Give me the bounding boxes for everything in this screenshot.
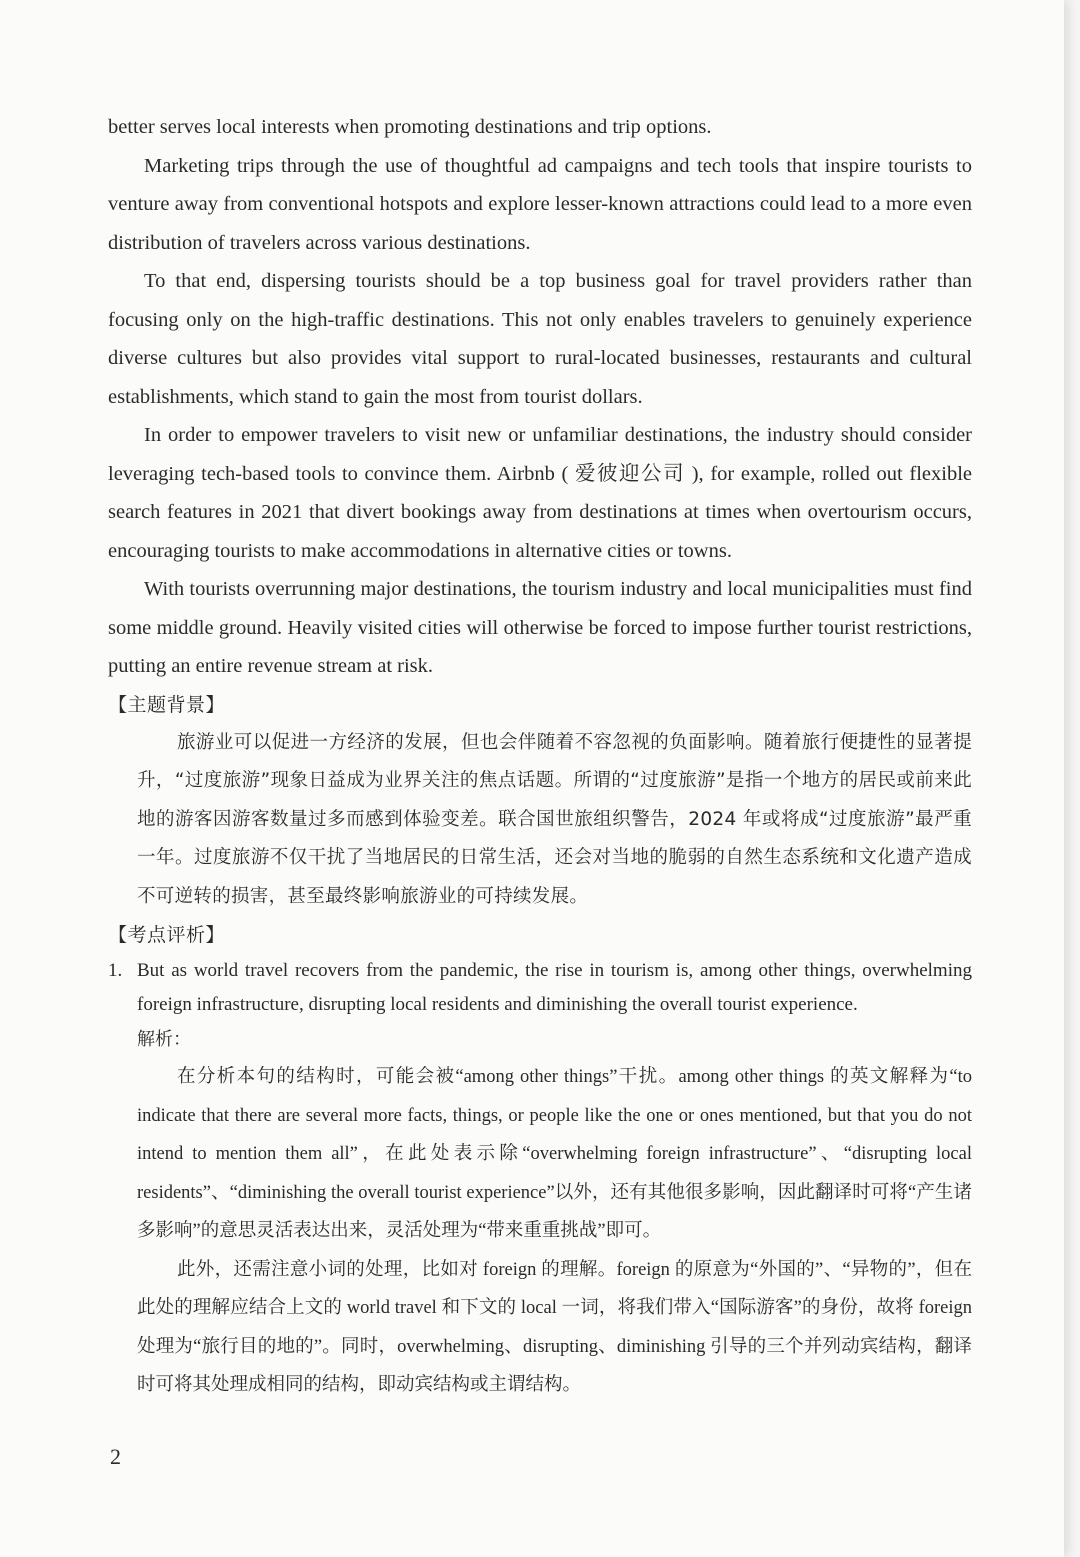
passage-paragraph: With tourists overrunning major destinations, the tourism industry and local municipalities must find some middle ground. Heavily visited cities will otherwise be forced to impose further tourist restrictions, putting an entire revenue stream at risk. <box>108 578 972 677</box>
example-sentence: But as world travel recovers from the pandemic, the rise in tourism is, among other things, overwhelming foreign infrastructure, disrupting local residents and diminishing the overall tourist experience. <box>137 960 972 1015</box>
page-number: 2 <box>110 1444 121 1469</box>
passage-paragraph: To that end, dispersing tourists should be a top business goal for travel providers rather than focusing only on the high-traffic destinations. This not only enables travelers to genuinely experience diverse cultures but also provides vital support to rural-located businesses, restaurants and cultural establishments, which stand to gain the most from tourist dollars. <box>108 270 972 408</box>
passage-paragraph: better serves local interests when promoting destinations and trip options. <box>108 116 712 138</box>
background-heading: 【主题背景】 <box>108 693 226 716</box>
background-text: 旅游业可以促进一方经济的发展，但也会伴随着不容忽视的负面影响。随着旅行便捷性的显著提升，“过度旅游”现象日益成为业界关注的焦点话题。所谓的“过度旅游”是指一个地方的居民或前来此地的游客因游客数量过多而感到体验变差。联合国世旅组织警告，2024 年或将成“过度旅游”最严重一年。过度旅游不仅干扰了当地居民的日常生活，还会对当地的脆弱的自然生态系统和文化遗产造成不可逆转的损害，甚至最终影响旅游业的可持续发展。 <box>137 731 972 907</box>
analysis-item <box>108 954 972 1405</box>
passage-paragraph: Marketing trips through the use of thoughtful ad campaigns and tech tools that inspire tourists to venture away from conventional hotspots and explore lesser-known attractions could lead to a more even distribution of travelers across various destinations. <box>108 154 972 254</box>
item-number: 1. <box>108 960 123 981</box>
analysis-label: 解析： <box>137 1029 191 1050</box>
page-content <box>108 108 972 1405</box>
passage-paragraph: In order to empower travelers to visit new or unfamiliar destinations, the industry should consider leveraging tech-based tools to convince them. Airbnb ( 爱彼迎公司 ), for example, rolled out flexible search features in 2021 that divert bookings away from destinations at times when overtourism occurs, encouraging tourists to make accommodations in alternative cities or towns. <box>108 424 972 562</box>
item-body <box>137 954 972 1405</box>
analysis-paragraph: 在分析本句的结构时，可能会被“among other things”干扰。among other things 的英文解释为“to indicate that there are several more facts, things, or people like the one or ones mentioned, but that you do not intend to mention them all”，在此处表示除“overwhelming foreign infrastructure”、“disrupting local residents”、“diminishing the overall tourist experience”以外，还有其他很多影响，因此翻译时可将“产生诸多影响”的意思灵活表达出来，灵活处理为“带来重重挑战”即可。 <box>137 1067 972 1241</box>
analysis-heading: 【考点评析】 <box>108 924 226 946</box>
analysis-paragraph: 此外，还需注意小词的处理，比如对 foreign 的理解。foreign 的原意为“外国的”、“异物的”，但在此处的理解应结合上文的 world travel 和下文的 local 一词，将我们带入“国际游客”的身份，故将 foreign 处理为“旅行目的地的”。同时，overwhelming、disrupting、diminishing 引导的三个并列动宾结构，翻译时可将其处理成相同的结构，即动宾结构或主谓结构。 <box>137 1259 972 1395</box>
